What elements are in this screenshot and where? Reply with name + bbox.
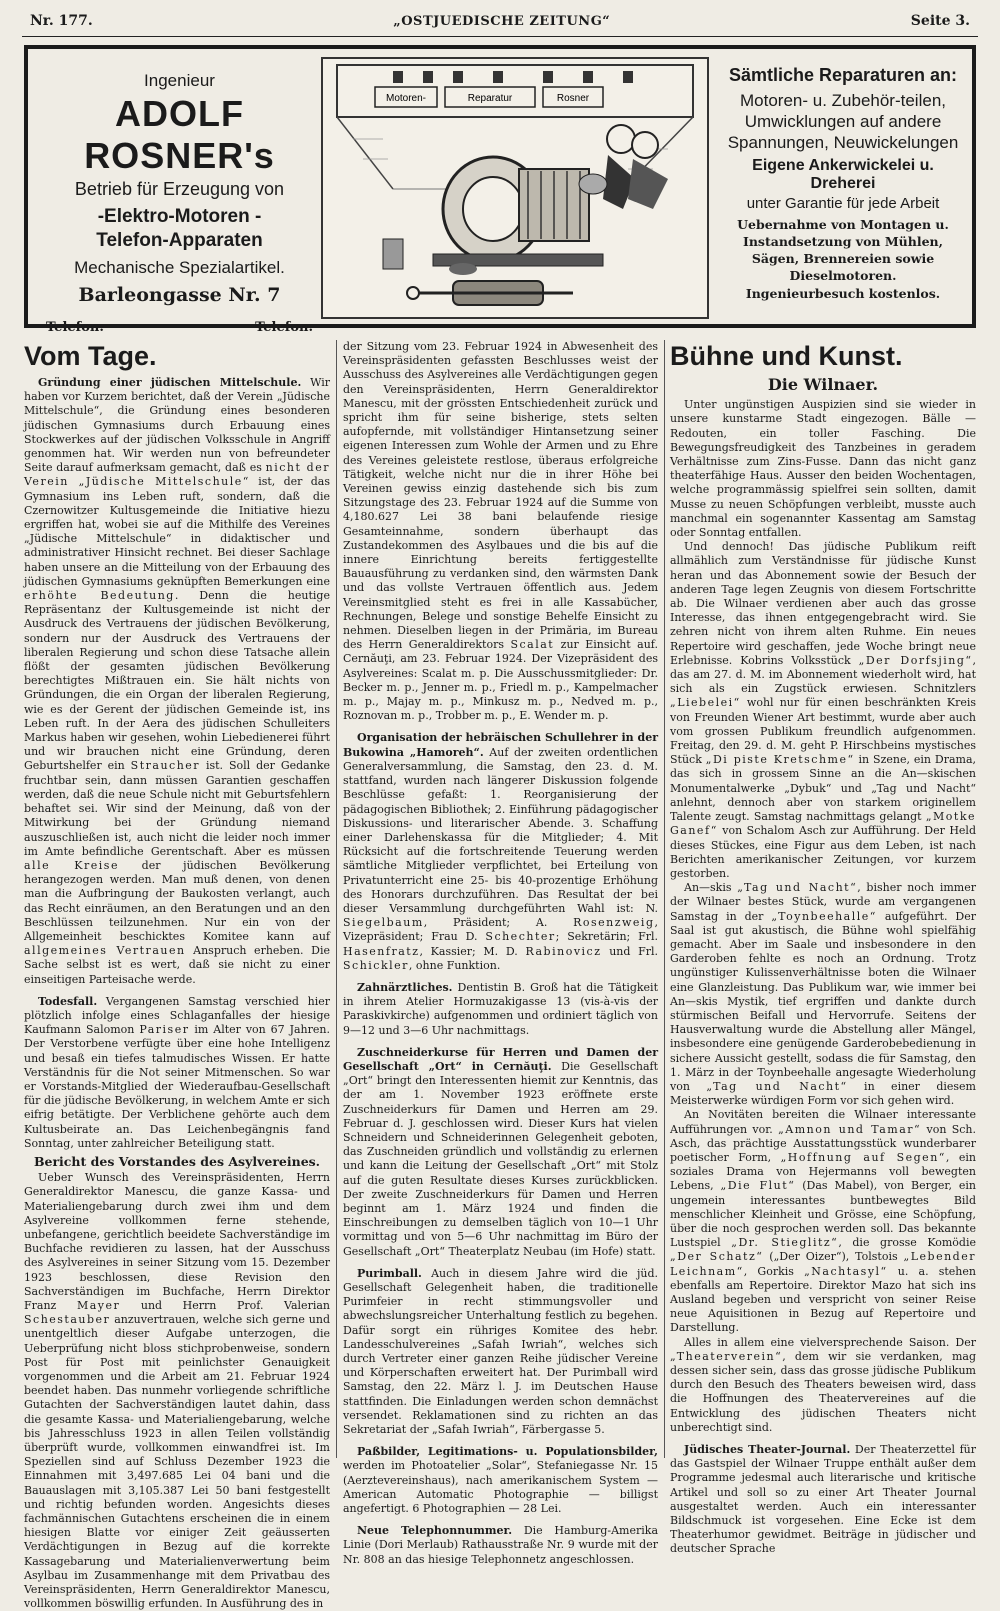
- column-divider: [336, 340, 337, 1458]
- ad-product-phones: Telefon-Apparaten: [96, 230, 263, 251]
- article-wilnaer-4: [670, 1108, 976, 1335]
- spaced-text: nicht der Verein „Jüdische Mittelschule“: [24, 461, 330, 489]
- article-text: im Alter von 67 Jahren. Der Verstorbene verfügte über eine hohe Intelligenz und besaß ein tiefes talmudisches Wissen. Er hatte Verständnis für die Not seiner Mitmenschen. So war er Vorstands-Mitglied der Wiederaufbau-Gesellschaft für die jüdische Bevölkerung, in welchem Amte er sich eifrig betätigte. Der Verblichene gehörte auch dem Kultusbeirate an. Das Leichenbegängnis fand Sonntag, unter zahlreicher Beteiligung statt.: [24, 1023, 330, 1150]
- article-text: (Das Mabel), von Berger, ein ungemein interessantes buntbewegtes Bild menschlicher Kleinheit und Grösse, eine Schöpfung, über die noch gesprochen werden soll. Das bekannte Lustspiel: [670, 1179, 976, 1250]
- article-text: u. a. stehen ebenfalls am Repertoire. Direktor Mazo hat sich ins Ausland begeben und verspricht von seiner Reise neue Aquisitionen in Bezug auf Repertoire und Darstellung.: [670, 1264, 976, 1335]
- advertisement-box: [24, 45, 976, 335]
- article-text: Vergangenen Samstag verschied hier plötzlich infolge eines Schlaganfalles der hiesige Kaufmann Salomon: [24, 994, 330, 1037]
- article-text: An—skis: [684, 881, 738, 895]
- article-text: in einer diesem Meisterwerke würdigen Form vor sich gehen wird.: [670, 1079, 976, 1108]
- spaced-text: „Lebender Leichnam“: [670, 1250, 976, 1278]
- article-text: Die Gesellschaft „Ort“ bringt den Interessenten hiemit zur Kenntnis, das der am 1. November 1923 eröffnete erste Zuschneiderkurs für Damen und Herren am 29. Februar d. J. geschlossen wird. Dieser Kurs hat vielen Schneidern und Schneiderinnen Gelegenheit geboten, das Zuschneiden gründlich und vollständig zu erlernen und kann die Leitung der Gesellschaft „Ort“ mit Stolz auf die guten Resultate dieses Kurses zurückblicken. Der zweite Zuschneiderkurs für Damen und Herren beginnt am 1. März 1924 und finden die Einschreibungen zu demselben täglich von 10—1 Uhr vormittag und von 5—6 Uhr nachmittag im Büro der Gesellschaft „Ort“ Theaterplatz Neubau (im Hofe) statt.: [343, 1059, 658, 1258]
- article-text: , die grosse Komödie: [838, 1236, 976, 1250]
- article-text: Der Theaterzettel für das Gastspiel der Wilnaer Truppe enthält außer dem Programme jedesmal auch literarische und kritische Artikel und soll so zu einer Art Theater Journal ausgestaltet werden. Auch ein interessanter Bildschmuck ist vorgesehen. Eine Ecke ist dem Theaterhumor gewidmet. Beiträge in jüdischer und deutscher Sprache: [670, 1443, 976, 1556]
- article-text: Ueber Wunsch des Vereinspräsidenten, Herrn Generaldirektor Manescu, die ganze Kassa- und Materialiengebarung durch zwei ihm und dem Asylvereine vollkommen ferne stehende, unbefangene, gerichtlich beeidete Sachverständige im Buchfache revidieren zu lassen, hat der Ausschuss des Asylvereines in seiner Sitzung vom 15. Dezember 1923 beschlossen, diese Revision den Sachverständigen im Buchfache, Herrn Direktor Franz: [24, 1171, 330, 1312]
- ad-guarantee: unter Garantie für jede Arbeit: [746, 195, 940, 212]
- article-text: von Sch. Asch, das prächtige Ausstattungsstück wunderbarer poetischer Form,: [670, 1122, 976, 1164]
- article-wilnaer-1: Unter ungünstigen Auspizien sind sie wieder in unsere kunstarme Stadt eingezogen. Bälle — Redouten, ein toller Fasching. Die Bewegungsfreudigkeit des Tanzbeines in geradem Verhältnisse zum Zins-Fusse. Dann das nicht ganz theaterfähige Haus. Ausser den beiden Wochentagen, welche programmässig spielfrei sein sollten, damit Musse zu neuen Schöpfungen verbleibt, musste auch manchmal ein sogenannter Kassentag am Samstag oder Sonntag entfallen.: [670, 398, 976, 540]
- article-text: ist. Soll der Gedanke fruchtbar sein, dann müssen Garantien geschaffen werden, daß die neue Schule nicht mit Geburtsfehlern behaftet sei. Wir sind der Meinung, daß von der Mitwirkung bei der Gründung niemand auszuschließen ist, auch nicht die leider noch immer im Amte befindliche Gerentschaft. Aber es müssen: [24, 759, 330, 858]
- spaced-text: Siegelbaum: [343, 916, 424, 930]
- issue-number: Nr. 177.: [30, 13, 93, 29]
- spaced-text: „Hoffnung auf Segen“: [780, 1150, 946, 1164]
- ad-telephone-left: Telefon.: [46, 320, 104, 335]
- article-text: in Szene, ein Drama, das sich in grossem Sinne an die An—skischen Monumentalwerke „Dybuk“ und „Tag und Nacht“ anlehnt, dennoch aber von starkem originellem Talente zeugt. Samstag nachmittags gelangt: [670, 753, 976, 824]
- article-wilnaer-2: [670, 540, 976, 881]
- spaced-text: „Motke Ganef“: [670, 810, 976, 838]
- ad-business-line: Betrieb für Erzeugung von: [74, 179, 285, 199]
- spaced-text: „Tag und Nacht“: [706, 1079, 848, 1093]
- spaced-text: „Die Flut“: [720, 1179, 796, 1193]
- article-text: der jüdischen Bevölkerung herangezogen werden. Man muß denen, von denen man die Aufbringung der Baukosten verlangt, auch das Recht einräumen, an den Beratungen und an den Beschlüssen teilzunehmen. Nur ein von der Allgemeinheit beschicktes Komitee kann auf: [24, 858, 330, 943]
- spaced-text: Straucher: [130, 759, 201, 773]
- article-text: , ohne Funktion.: [408, 958, 501, 972]
- ad-telephone-row: [42, 320, 317, 335]
- spaced-text: Schechter: [485, 930, 556, 944]
- spaced-text: Scalat: [510, 638, 555, 652]
- article-text: , Kassier; M. D.: [419, 944, 526, 958]
- article-text: Die Hamburg-Amerika Linie (Dori Merlaub) Rathausstraße Nr. 9 wurde mit der Nr. 808 an das hiesige Telephonnetz angeschlossen.: [343, 1524, 658, 1566]
- newspaper-title: „OSTJUEDISCHE ZEITUNG“: [393, 13, 611, 29]
- article-asylverein: [24, 1171, 330, 1611]
- article-lead: Zahnärztliches.: [357, 980, 453, 994]
- column-1: [24, 340, 330, 1611]
- ad-address: Barleongasse Nr. 7: [78, 284, 281, 306]
- ad-own-workshop: Eigene Ankerwickelei u. Dreherei: [752, 157, 934, 192]
- article-lead: Zuschneiderkurse für Herren und Damen der Gesellschaft „Ort“ in Cernăuţi.: [343, 1045, 658, 1073]
- article-text: anzuvertrauen, welche sich gerne und unentgeltlich dieser Aufgabe unterzogen, die Ueberprüfung nicht bloss stichprobenweise, sondern Post für Post mit peinlichster Genauigkeit vorgenommen und die Arbeit am 21. Februar 1924 beendet haben. Das nunmehr vorliegende schriftliche Gutachten der Sachverständigen lautet dahin, dass die gesamte Kassa- und Materialiengebarung, welche bis Jahresschluss 1923 in allen Teilen vollständig überprüft wurde, vollkommen einwandfrei ist. Im Speziellen sind auf Schluss Dezember 1923 die Einnahmen mit 3,497.685 Lei 04 bani und die Bauauslagen mit 3,105.387 Lei 50 bani festgestellt und richtig befunden worden. Angesichts dieses fachmännischen Gutachtens erscheinen die in einem hiesigen Blatte vor einiger Zeit geäusserten Verdächtigungen in Bezug auf die korrekte Kassagebarung und Materialienverwertung beim Asylbau im Zusammenhange mit dem Privatbau des Vereinspräsidenten, Herrn Generaldirektor Manescu, vollkommen böswillig erfunden. In Ausführung des in: [24, 1313, 330, 1611]
- column-2: [343, 340, 658, 1567]
- ad-visit-free: Ingenieurbesuch kostenlos.: [745, 286, 941, 301]
- ad-left-panel: [42, 71, 317, 335]
- ad-repairs-title: Sämtliche Reparaturen an:: [728, 65, 958, 85]
- article-lead: Purimball.: [357, 1266, 422, 1280]
- article-text: , das am 27. d. M. im Abonnement wiederholt wird, hat sich als ein Zugstück erwiesen. Schnitzlers: [670, 653, 976, 696]
- article-text: . Denn die heutige Repräsentanz der Kultusgemeinde ist nicht der Ausdruck des Vertrauens der jüdischen Bevölkerung, sondern nur der Ausdruck des Vertrauens der liberalen Regierung und schon diese Tatsache allein flößt der gesamten jüdischen Bevölkerung berechtigtes Mißtrauen ein. Sie hält nichts von Gründungen, die ein Organ der liberalen Regierung, wie es der Gerent der jüdischen Gemeinde ist, ins Leben ruft. In der Aera des jüdischen Schulleiters Markus haben wir gesehen, wohin Liebedienerei führt und wir brauchen nicht eine Gründung, deren Geburtshelfer ein: [24, 589, 330, 773]
- article-todesfall: [24, 995, 330, 1151]
- ad-right-panel: [718, 65, 968, 301]
- spaced-text: allgemeines Vertrauen: [24, 944, 186, 958]
- article-text: , Gorkis: [743, 1264, 805, 1278]
- spaced-text: Mayer: [76, 1299, 121, 1312]
- page-header: [30, 10, 970, 32]
- spaced-text: „Theaterverein“: [670, 1349, 783, 1363]
- article-hamoreh: [343, 731, 658, 972]
- spaced-text: Rosenzweig: [573, 916, 655, 930]
- article-text: der Sitzung vom 23. Februar 1924 in Abwesenheit des Vereinspräsidenten gefassten Beschlusses weist der Ausschuss des Asylvereines alle Verdächtigungen gegen den Vereinspräsidenten, Herrn Generaldirektor Manescu, mit der grössten Entschiedenheit zurück und spricht ihm für seine bisherige, stets selten aufopfernde, mit vollständiger Hintansetzung seiner eigenen Interessen zum Wohle der Armen und zu Ehre des Vereines geleistete restlose, überaus erfolgreiche Tätigkeit, welche nicht nur die in ihrer Höhe bei Vereinen gewiss einzig dastehende sich bis zum Sitzungstage des 23. Februar 1924 auf die Summe von 4,180.627 Lei 38 bani belaufende riesige Gesamteinnahme, sondern überhaupt das Zustandekommen des Asylbaues und die bis auf die innere Einrichtung bereits fertiggestellte Bauausführung zu verdanken sind, den wärmsten Dank und das vollste Vertrauen öffentlich aus. Jedem Vereinsmitglied steht es frei in alle Kassabücher, Rechnungen, Belege und sonstige Behelfe Einsicht zu nehmen. Dieselben liegen in der Primăria, im Bureau des Herrn Generaldirektors: [343, 340, 658, 652]
- ad-telephone-right: Telefon.: [255, 320, 313, 335]
- article-lead: Jüdisches Theater-Journal.: [684, 1443, 851, 1457]
- article-text: ist, der das Gymnasium ins Leben ruft, sondern, daß die Czernowitzer Kultusgemeinde die Initiative hiezu ergriffen hat, wobei sie auf die Mithilfe des Vereines „Jüdische Mittelschule“ in didaktischer und administrativer Hinsicht rechnet. Bei dieser Sachlage haben unsere an die Mitteilung von der Erbauung des jüdischen Gymnasiums geknüpften Bemerkungen eine: [24, 475, 330, 588]
- article-text: Wir haben vor Kurzem berichtet, daß der Verein „Jüdische Mittelschule“, die Gründung eines besonderen jüdischen Gymnasiums durch Erbauung eines Stockwerkes auf der jüdischen Volksschule in Angriff genommen hat. Wir werden nun von befreundeter Seite darauf aufmerksam gemacht, daß es: [24, 376, 330, 475]
- article-text: werden im Photoatelier „Solar“, Stefaniegasse Nr. 15 (Aerztevereinshaus), nach amerikanischem System — American Automatic Photographie — billigst angefertigt. 6 Photographien — 28 Lei.: [343, 1459, 658, 1516]
- ad-specialty: Mechanische Spezialartikel.: [74, 258, 285, 277]
- ad-illustration: [321, 57, 709, 319]
- article-lead: Todesfall.: [38, 994, 98, 1008]
- article-lead: Organisation der hebräischen Schullehrer in der Bukowina „Hamoreh“.: [343, 731, 658, 759]
- workshop-illustration-icon: [323, 59, 707, 317]
- spaced-text: „Nachtasyl“: [804, 1264, 888, 1278]
- article-text: , Vizepräsident; Frau D.: [343, 916, 658, 944]
- spaced-text: „Amnon und Tamar“: [778, 1122, 922, 1136]
- article-lead: Paßbilder, Legitimations- u. Populationsbilder,: [357, 1445, 658, 1459]
- sign-motoren: Motoren-: [385, 93, 427, 104]
- article-text: Auch in diesem Jahre wird die jüd. Gesellschaft Gelegenheit haben, die traditionelle Purimfeier in recht stimmungsvoller und abwechslungsreicher Unterhaltung festlich zu begehen. Dafür sorgt ein rühriges Komitee des hebr. Landesschulvereines „Safah Iwriah“, welches sich durch Vertreter einer ganzen Reihe jüdischer Vereine und Körperschaften erweitert hat. Der Purimball wird Samstag, den 22. März l. J. im Deutschen Hause stattfinden. Die Einladungen werden schon demnächst versendet. Reklamationen sind zu richten an das Sekretariat der „Safah Iwriah“, Färbergasse 5.: [343, 1266, 658, 1437]
- spaced-text: erhöhte Bedeutung: [24, 589, 175, 603]
- article-text: Alles in allem eine vielversprechende Saison. Der: [684, 1335, 976, 1349]
- spaced-text: Pariser: [139, 1023, 190, 1037]
- article-text: , Präsident; A.: [423, 916, 574, 930]
- article-text: An Novitäten bereiten die Wilnaer interessante Aufführungen vor.: [670, 1108, 976, 1136]
- article-text: Dentistin B. Groß hat die Tätigkeit in ihrem Atelier Hormuzakigasse 13 (vis-à-vis der Paraskivkirche) aufgenommen und ordiniert täglich von 9—12 und 3—6 Uhr nachmittags.: [343, 980, 658, 1037]
- article-heading-wilnaer: Die Wilnaer.: [767, 375, 879, 394]
- page-number: Seite 3.: [910, 13, 970, 29]
- ad-profession: Ingenieur: [144, 71, 215, 90]
- article-wilnaer-3: [670, 881, 976, 1108]
- spaced-text: Rabinovicz: [525, 944, 602, 958]
- article-text: Und dennoch! Das jüdische Publikum reift allmählich zum Verständnisse für jüdische Kunst heran und das Abonnement sowie der Besuch der anderen Tage legen Zeugnis von diesem Fortschritte ab. Die Wilnaer verdienen aber auch das grosse Interesse, das ihnen entgegengebracht wird. Sie zehren nicht von ihrem alten Ruhme. Ein neues Repertoire wird geschaffen, jede Woche bringt neue Erlebnisse. Kobrins Volksstück: [670, 540, 976, 667]
- spaced-text: Schestauber: [24, 1313, 111, 1327]
- article-zahnaerztliches: [343, 981, 658, 1038]
- article-lead: Neue Telephonnummer.: [357, 1524, 513, 1538]
- article-zuschneiderkurse: [343, 1046, 658, 1259]
- ad-company-name: ADOLF ROSNER's: [84, 93, 275, 176]
- sign-reparatur: Reparatur: [467, 93, 513, 104]
- article-text: und Frl.: [601, 944, 659, 958]
- article-text: zur Einsicht auf. Cernăuţi, am 23. Februar 1924. Der Vizepräsident des Asylvereines: Scalat m. p. Die Ausschussmitglieder: Dr. Becker m. p., Jenner m. p., Friedl m. p., Kampelmacher m. p., Majay m. p., Minkusz m. p., Nedved m. p., Roznovan m. p., Trobber m. p., E. Wender m. p.: [343, 638, 658, 723]
- article-text: ; Sekretärin; Frl.: [555, 930, 658, 944]
- article-text: , bisher noch immer der Wilnaer bestes Stück, wurde am vergangenen Samstag in der: [670, 881, 976, 923]
- article-asylverein-cont: [343, 340, 658, 723]
- article-text: , dem wir sie verdanken, mag dessen sicher sein, dass das grosse jüdische Publikum durch den Besuch des Theaters beweisen wird, dass die Hoffnungen des Theatervereines auf die Entwicklung des jüdischen Theaters nicht unberechtigt sind.: [670, 1349, 976, 1434]
- article-text: von Schalom Asch zur Aufführung. Der Held dieses Stückes, eine Figur aus dem Leben, ist nach Berichten amerikanischer Zeitungen, vor kurzem gestorben.: [670, 824, 976, 880]
- article-text: Auf der zweiten ordentlichen Generalversammlung, die Samstag, den 23. d. M. stattfand, wurden nach längerer Diskussion folgende Beschlüsse gefaßt: 1. Reorganisierung der pädagogischen Bibliothek; 2. Einführung pädagogischer Diskussions- und literarischer Abende. 3. Schaffung einer Darlehenskassa für die Mitglieder; 4. Mit Rücksicht auf die fortschreitende Teuerung werden sämtliche Mitglieder verpflichtet, bei Erteilung von Privatunterricht eine 25- bis 40-prozentige Erhöhung des Honorars durchzuführen. Das Resultat der bei dieser Versammlung durchgeführten Wahl ist: N.: [343, 745, 658, 915]
- spaced-text: Hasenfratz: [343, 944, 420, 958]
- spaced-text: „Tag und Nacht“: [737, 881, 858, 895]
- ad-repairs-list: Motoren- u. Zubehör-teilen, Umwicklungen auf andere Spannungen, Neuwickelungen: [727, 91, 959, 152]
- article-heading-asylverein: Bericht des Vorstandes des Asylvereines.: [33, 1153, 321, 1169]
- spaced-text: „Dr. Stieglitz“: [731, 1236, 839, 1250]
- sign-rosner: Rosner: [556, 93, 590, 104]
- section-title-vom-tage: Vom Tage.: [24, 341, 157, 371]
- article-text: , ein soziales Drama von Hejermanns voll bewegten Lebens,: [670, 1150, 976, 1193]
- column-divider: [664, 340, 665, 1458]
- article-lead: Gründung einer jüdischen Mittelschule.: [38, 376, 302, 389]
- article-text: Anspruch erheben. Die Sache selbst ist es wert, daß sie nicht zu einer einseitigen Parteisache werde.: [24, 944, 330, 986]
- article-text: aufgeführt. Der Saal ist gut akustisch, die Bühne wohl spielfähig gemacht. Aber im Saale und insbesondere in den Garderoben fehlte es noch an Ordnung. Trotz ungünstiger Kulissenverhältnisse boten die Wilnaer eine Glanzleistung. Das Publikum war, wie immer bei An—skis Mystik, tief ergriffen und dankte durch stürmischen Beifall und Hervorrufe. Seitens der Hausverwaltung wurde die Abstellung aller Mängel, insbesondere eine genügende Garderobebedienung in sichere Aussicht gestellt, sodass die für Samstag, den 1. März in der Toynbeehalle angesagte Wiederholung von: [670, 909, 977, 1093]
- article-passbilder: [343, 1445, 658, 1516]
- spaced-text: alle Kreise: [24, 858, 119, 872]
- article-text: und Herrn Prof. Valerian: [120, 1299, 330, 1312]
- article-theater-journal: [670, 1443, 976, 1557]
- ad-product-motors: -Elektro-Motoren -: [97, 206, 262, 227]
- spaced-text: „Der Schatz“: [670, 1250, 764, 1264]
- article-wilnaer-5: [670, 1336, 976, 1435]
- spaced-text: „Liebelei“: [670, 696, 741, 710]
- column-3: [670, 340, 976, 1557]
- article-text: wohl nur für einen beschränkten Kreis von Freunden Wiener Art bestimmt, wurde aber auch vom grossen Publikum freundlich aufgenommen. Freitag, den 29. d. M. geht P. Hirschbeins mystisches Stück: [670, 696, 976, 767]
- article-telephon: [343, 1524, 658, 1567]
- header-rule: [22, 36, 978, 37]
- ad-installations: Uebernahme von Montagen u. Instandsetzung von Mühlen, Sägen, Brennereien sowie Dieselmotoren.: [737, 217, 949, 283]
- spaced-text: „Di piste Kretschme“: [705, 753, 855, 767]
- article-purimball: [343, 1267, 658, 1437]
- section-title-buehne: Bühne und Kunst.: [670, 341, 903, 371]
- spaced-text: „Toynbeehalle“: [771, 909, 877, 923]
- article-mittelschule: [24, 376, 330, 987]
- spaced-text: Schickler: [343, 958, 409, 972]
- spaced-text: „Der Dorfsjing“: [858, 653, 973, 667]
- article-text: („Der Oizer“), Tolstois: [763, 1250, 904, 1264]
